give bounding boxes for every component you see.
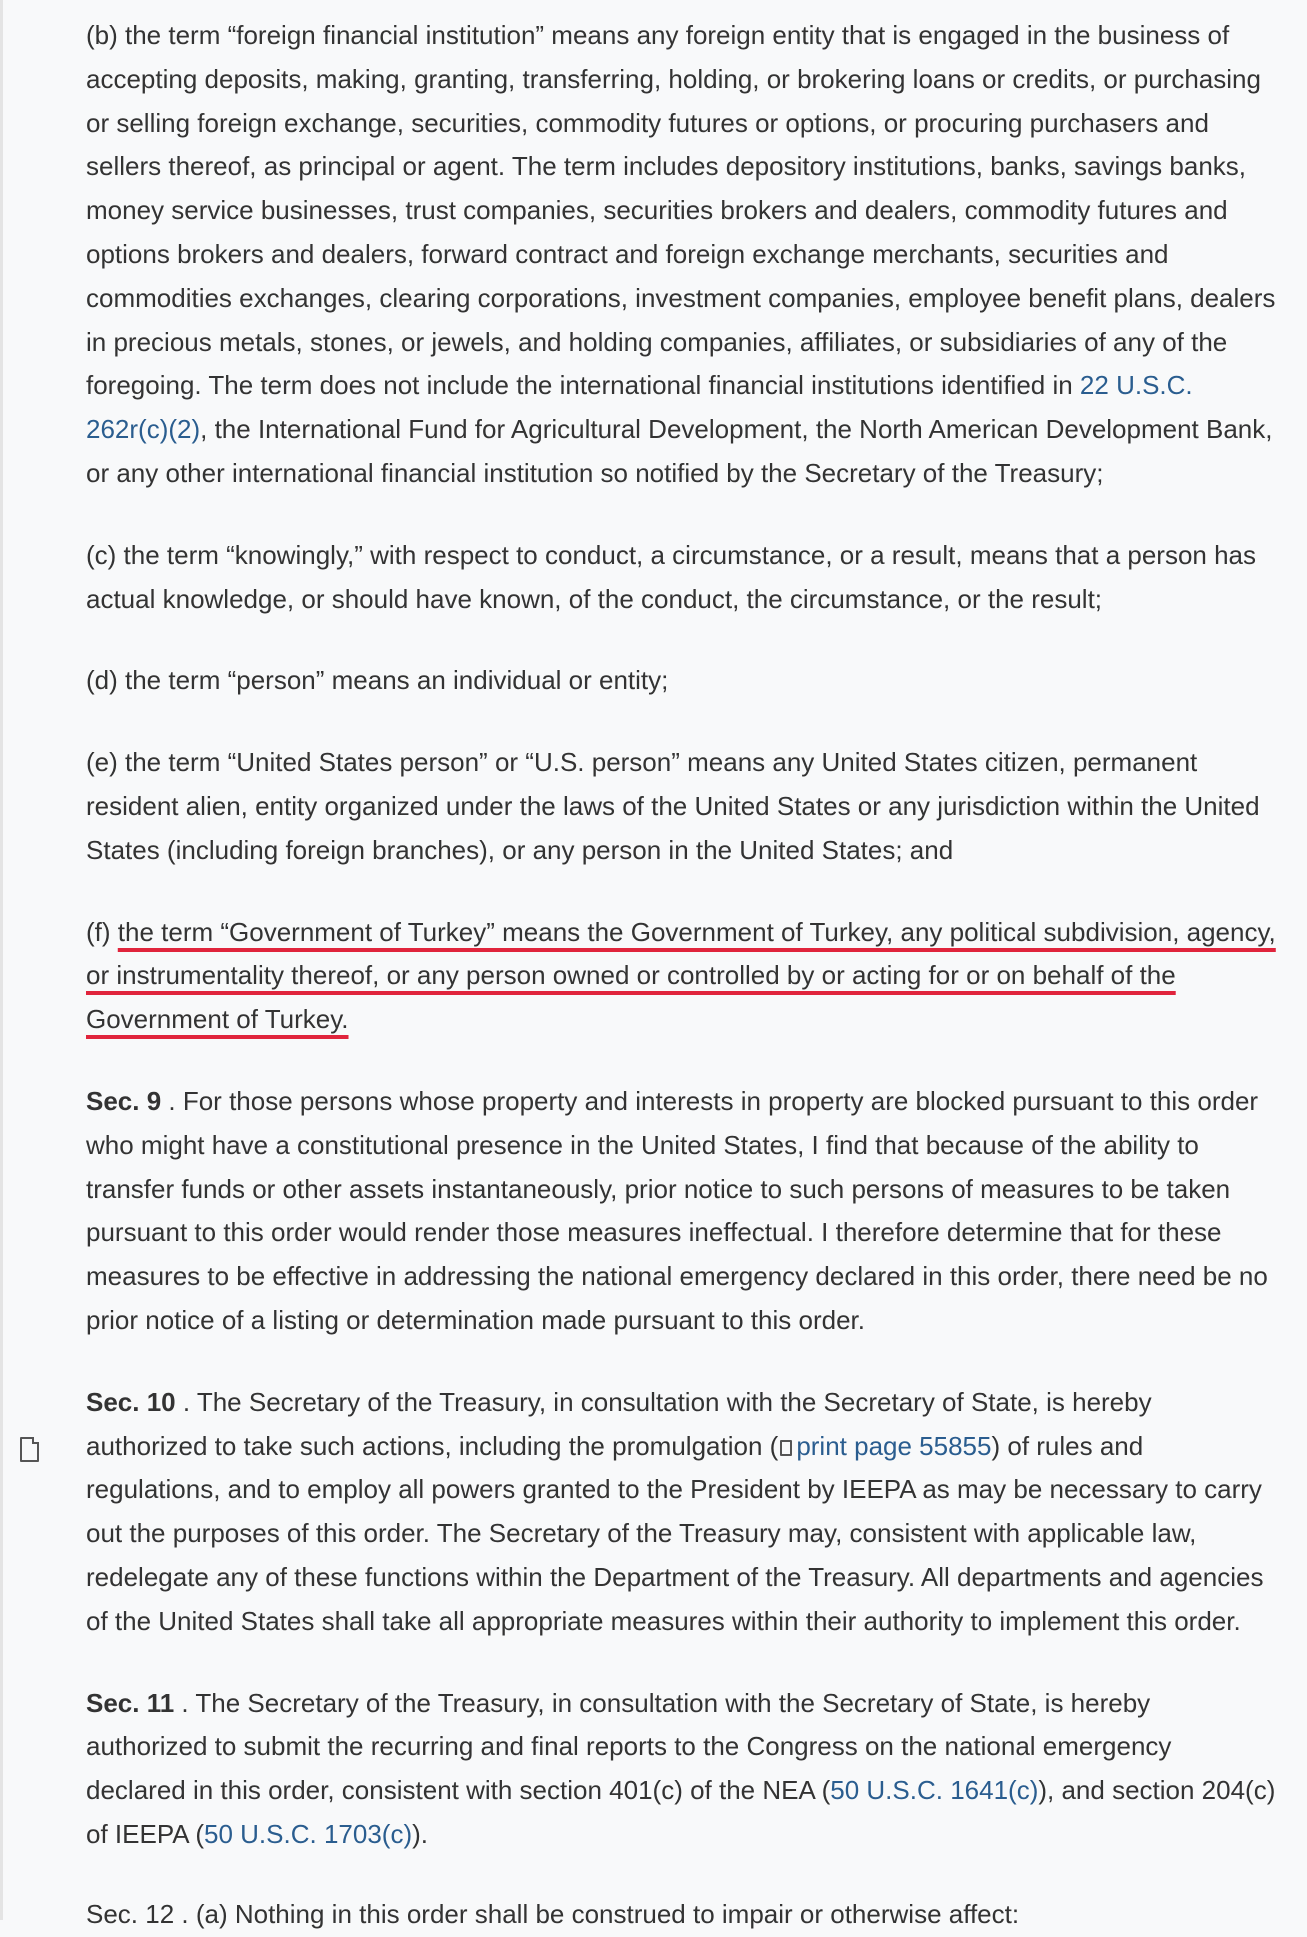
page-document-icon[interactable] <box>20 1437 39 1462</box>
document-body <box>86 14 1276 1895</box>
left-margin-rule <box>0 0 3 1920</box>
paragraph-c: (c) the term “knowingly,” with respect to conduct, a circumstance, or a result, means that a person has actual knowledge, or should have known, of the conduct, the circumstance, or the result; <box>86 539 1257 614</box>
section-10 <box>86 1381 1276 1644</box>
section-12-partial: Sec. 12 . (a) Nothing in this order shall be construed to impair or otherwise affect: <box>86 1899 1020 1929</box>
section-10-label: Sec. 10 <box>86 1386 176 1417</box>
paragraph-b-text: (b) the term “foreign financial institution” means any foreign entity that is engaged in the business of accepting deposits, making, granting, transferring, holding, or brokering loans or credits, or purchasing or selling foreign exchange, securities, commodity futures or options, or procuring purchasers and sellers thereof, as principal or agent. The term includes depository institutions, banks, savings banks, money service businesses, trust companies, securities brokers and dealers, commodity futures and options brokers and dealers, forward contract and foreign exchange merchants, securities and commodities exchanges, clearing corporations, investment companies, employee benefit plans, dealers in precious metals, stones, or jewels, and holding companies, affiliates, or subsidiaries of any of the foregoing. The term does not include the international financial institutions identified in <box>86 20 1276 401</box>
usc-link-22-262r[interactable]: 22 U.S.C. 262r(c)(2) <box>86 370 1193 445</box>
section-11-text-continued: ), and section 204(c) of IEEPA ( <box>86 1775 1276 1849</box>
paragraph-b-text-continued: , the International Fund for Agricultural Development, the North American Development Bank, or any other international financial institution so notified by the Secretary of the Treasury; <box>86 414 1273 488</box>
section-11-text: . The Secretary of the Treasury, in consultation with the Secretary of State, is hereby authorized to submit the recurring and final reports to the Congress on the national emergency declared in this order, consistent with section 401(c) of the NEA ( <box>86 1687 1172 1806</box>
paragraph-b <box>86 14 1276 496</box>
section-9-text: . For those persons whose property and interests in property are blocked pursuant to this order who might have a constitutional presence in the United States, I find that because of the ability to transfer funds or other assets instantaneously, prior notice to such persons of measures to be taken pursuant to this order would render those measures ineffectual. I therefore determine that for these measures to be effective in addressing the national emergency declared in this order, there need be no prior notice of a listing or determination made pursuant to this order. <box>86 1085 1268 1335</box>
print-page-link[interactable] <box>778 1431 991 1461</box>
section-11 <box>86 1682 1276 1857</box>
paragraph-f-highlighted-text: the term “Government of Turkey” means the Government of Turkey, any political subdivision, agency, or instrumentality thereof, or any person owned or controlled by or acting for or on behalf of the Government of Turkey. <box>86 916 1276 1035</box>
print-page-icon <box>780 1440 792 1456</box>
paragraph-d: (d) the term “person” means an individual or entity; <box>86 665 669 696</box>
usc-link-50-1703c[interactable]: 50 U.S.C. 1703(c) <box>204 1818 413 1849</box>
paragraph-f <box>86 911 1276 1042</box>
section-11-text-end: ). <box>412 1818 428 1849</box>
section-9-label: Sec. 9 <box>86 1085 162 1116</box>
section-11-label: Sec. 11 <box>86 1687 175 1718</box>
usc-link-50-1641c[interactable]: 50 U.S.C. 1641(c) <box>830 1775 1039 1806</box>
section-10-text: . The Secretary of the Treasury, in consultation with the Secretary of State, is hereby authorized to take such actions, including the promulgation ( <box>86 1386 1152 1461</box>
paragraph-e: (e) the term “United States person” or “U.S. person” means any United States citizen, permanent resident alien, entity organized under the laws of the United States or any jurisdiction within the United States (including foreign branches), or any person in the United States; and <box>86 747 1260 865</box>
print-page-label: print page 55855 <box>796 1430 992 1461</box>
paragraph-f-prefix: (f) <box>86 916 118 947</box>
section-9 <box>86 1080 1276 1343</box>
section-10-text-continued: ) of rules and regulations, and to employ all powers granted to the President by IEEPA as may be necessary to carry out the purposes of this order. The Secretary of the Treasury may, consistent with applicable law, redelegate any of these functions within the Department of the Treasury. All departments and agencies of the United States shall take all appropriate measures within their authority to implement this order. <box>86 1430 1264 1636</box>
